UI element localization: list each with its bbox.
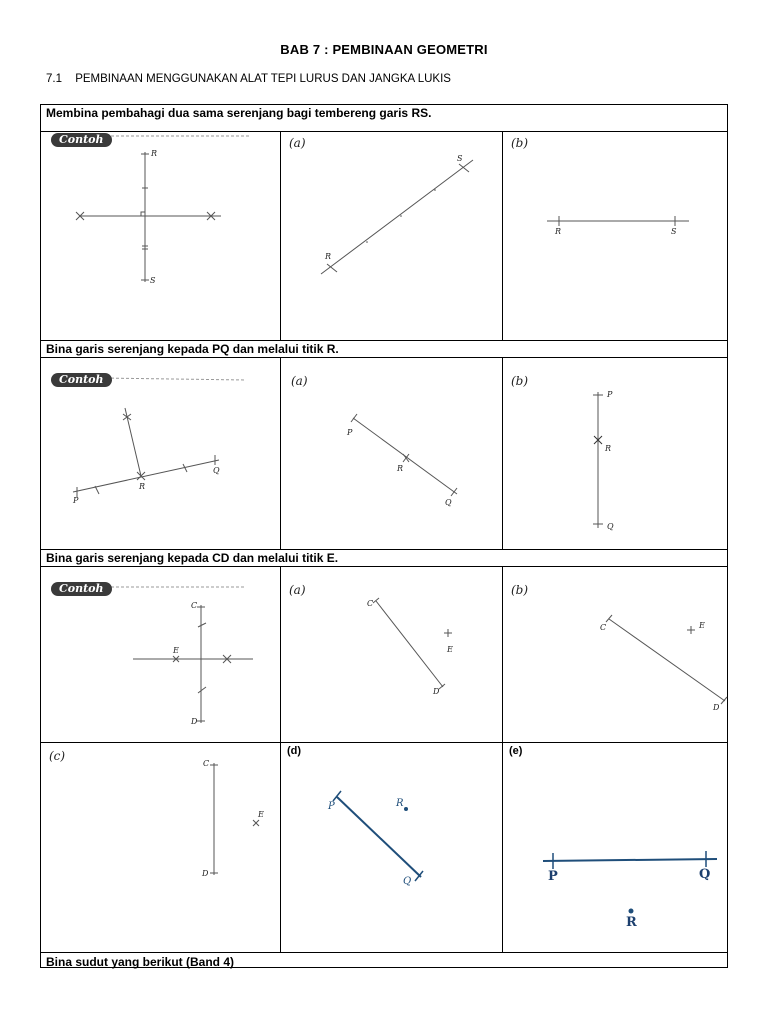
point-label-D: D xyxy=(713,703,720,712)
section-title: PEMBINAAN MENGGUNAKAN ALAT TEPI LURUS DAN JANGKA LUKIS xyxy=(75,73,451,85)
point-label-P: P xyxy=(607,390,613,399)
point-label-E: E xyxy=(258,810,264,819)
exercise-b-figure xyxy=(503,358,728,549)
row-instruction-3: Bina garis serenjang kepada CD dan melalui titik E. xyxy=(46,551,339,565)
point-label-C: C xyxy=(367,599,374,608)
point-label-Q: Q xyxy=(445,498,452,507)
point-label-Q: Q xyxy=(213,466,220,475)
segment-PQ-with-R xyxy=(281,358,502,549)
exercise-e-figure xyxy=(503,743,728,952)
point-label-R: R xyxy=(605,444,612,453)
point-label-S: S xyxy=(150,276,156,285)
point-label-E: E xyxy=(173,646,179,655)
point-label-P: P xyxy=(347,428,353,437)
exercise-b-figure xyxy=(503,132,728,340)
row-instruction-1: Membina pembahagi dua sama serenjang bagi tembereng garis RS. xyxy=(46,106,432,120)
point-label-P: P xyxy=(328,801,335,812)
row-instruction-2: Bina garis serenjang kepada PQ dan melalui titik R. xyxy=(46,342,339,356)
example-perpendicular-figure xyxy=(41,358,280,549)
point-label-P: P xyxy=(548,869,558,884)
label-a: (a) xyxy=(289,583,306,597)
point-label-S: S xyxy=(671,227,677,236)
exercise-a-figure xyxy=(281,132,502,340)
vertical-CD-point-E xyxy=(41,743,280,952)
point-label-R: R xyxy=(139,482,146,491)
point-label-E: E xyxy=(447,645,453,654)
point-label-C: C xyxy=(600,623,607,632)
table-rule xyxy=(40,340,728,341)
section-heading xyxy=(46,73,451,85)
exercise-d-figure xyxy=(281,743,502,952)
label-e: (e) xyxy=(509,745,523,757)
label-a: (a) xyxy=(289,136,306,150)
point-label-C: C xyxy=(191,601,198,610)
segment-RS-horizontal xyxy=(503,132,728,340)
point-label-P: P xyxy=(73,496,79,505)
exercise-c-figure xyxy=(41,743,280,952)
blue-segment-PQ-point-R xyxy=(503,743,728,952)
bisector-diagram xyxy=(41,132,280,340)
point-label-R: R xyxy=(396,798,404,809)
example-bisector-figure xyxy=(41,132,280,340)
point-label-R: R xyxy=(397,464,404,473)
label-b: (b) xyxy=(511,374,529,388)
table-rule xyxy=(40,549,728,550)
blue-segment-PQ-point-R xyxy=(281,743,502,952)
point-label-C: C xyxy=(203,759,210,768)
contoh-badge: Contoh xyxy=(51,582,112,596)
point-label-Q: Q xyxy=(699,867,711,882)
contoh-badge: Contoh xyxy=(51,373,112,387)
label-b: (b) xyxy=(511,136,529,150)
exercise-a-figure xyxy=(281,567,502,742)
point-label-Q: Q xyxy=(607,522,614,531)
table-rule xyxy=(40,952,728,953)
section-number: 7.1 xyxy=(46,73,62,85)
segment-RS-diagonal xyxy=(281,132,502,340)
point-label-R: R xyxy=(555,227,562,236)
segment-CD-point-E xyxy=(503,567,728,742)
point-label-D: D xyxy=(191,717,198,726)
example-perpendicular-E-figure xyxy=(41,567,280,742)
row-instruction-4: Bina sudut yang berikut (Band 4) xyxy=(46,955,235,969)
point-label-D: D xyxy=(202,869,209,878)
segment-CD-point-E xyxy=(281,567,502,742)
point-label-D: D xyxy=(433,687,440,696)
exercise-a-figure xyxy=(281,358,502,549)
label-c: (c) xyxy=(49,749,66,763)
label-b: (b) xyxy=(511,583,529,597)
point-label-R: R xyxy=(626,915,637,930)
label-d: (d) xyxy=(287,745,302,757)
page-title: BAB 7 : PEMBINAAN GEOMETRI xyxy=(280,42,488,57)
exercise-b-figure xyxy=(503,567,728,742)
point-label-R: R xyxy=(151,149,158,158)
vertical-PQ-with-R xyxy=(503,358,728,549)
point-label-S: S xyxy=(457,154,463,163)
point-label-Q: Q xyxy=(403,876,412,887)
contoh-badge: Contoh xyxy=(51,133,112,147)
point-label-R: R xyxy=(325,252,332,261)
label-a: (a) xyxy=(291,374,308,388)
point-label-E: E xyxy=(699,621,705,630)
